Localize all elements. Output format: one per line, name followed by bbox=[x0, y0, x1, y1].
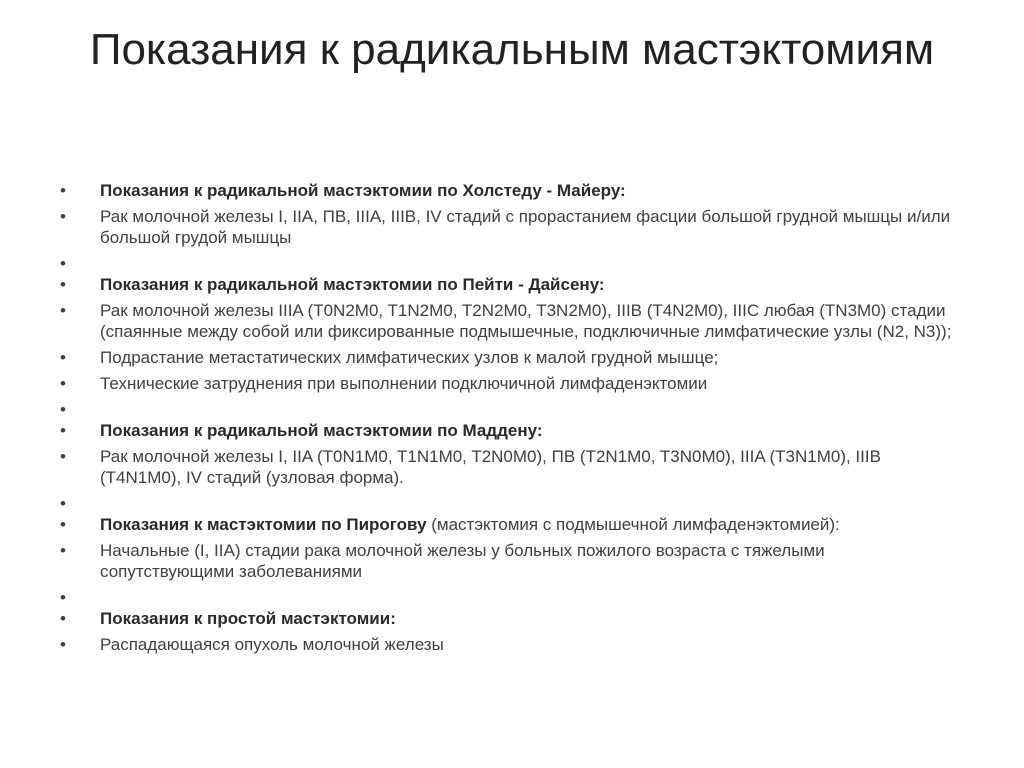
list-item-text: Рак молочной железы I, IIA (T0N1M0, T1N1M0, T2N0M0), ПВ (T2N1M0, T3N0M0), IIIA (T3N1M0), IIIB (T4N1M0), IV стадий (узловая форма). bbox=[100, 447, 881, 487]
list-item bbox=[60, 420, 960, 441]
list-item bbox=[60, 347, 960, 368]
list-item-text: Начальные (I, IIA) стадии рака молочной железы у больных пожилого возраста с тяжелыми сопутствующими заболеваниями bbox=[100, 541, 825, 581]
bullet-icon: • bbox=[60, 541, 66, 560]
bullet-icon: • bbox=[60, 254, 66, 273]
list-item-text: Рак молочной железы IIIA (T0N2M0, T1N2M0, T2N2M0, T3N2M0), IIIB (T4N2M0), IIIC любая (TN3M0) стадии (спаянные между собой или фиксированные подмышечные, подключичные лимфатические узлы (N2, N3)); bbox=[100, 301, 952, 341]
bullet-icon: • bbox=[60, 609, 66, 628]
bullet-icon: • bbox=[60, 181, 66, 200]
bullet-icon: • bbox=[60, 207, 66, 226]
bullet-icon: • bbox=[60, 400, 66, 419]
bullet-list bbox=[60, 180, 960, 660]
list-item-heading: Показания к мастэктомии по Пирогову bbox=[100, 515, 427, 534]
list-item bbox=[60, 373, 960, 394]
list-item-heading: Показания к радикальной мастэктомии по Маддену: bbox=[100, 421, 543, 440]
bullet-icon: • bbox=[60, 421, 66, 440]
list-item-text: Рак молочной железы I, IIA, ПВ, IIIA, IIIB, IV стадий с прорастанием фасции большой грудной мышцы и/или большой грудой мышцы bbox=[100, 207, 951, 247]
bullet-icon: • bbox=[60, 301, 66, 320]
list-item bbox=[60, 587, 960, 608]
list-item bbox=[60, 608, 960, 629]
bullet-icon: • bbox=[60, 374, 66, 393]
list-item bbox=[60, 253, 960, 274]
list-item-heading: Показания к радикальной мастэктомии по Холстеду - Майеру: bbox=[100, 181, 626, 200]
bullet-icon: • bbox=[60, 588, 66, 607]
list-item bbox=[60, 300, 960, 342]
slide-title: Показания к радикальным мастэктомиям bbox=[89, 25, 935, 74]
list-item bbox=[60, 180, 960, 201]
list-item-heading: Показания к радикальной мастэктомии по Пейти - Дайсену: bbox=[100, 275, 605, 294]
list-item bbox=[60, 634, 960, 655]
list-item-text: Подрастание метастатических лимфатических узлов к малой грудной мышце; bbox=[100, 348, 719, 367]
bullet-icon: • bbox=[60, 348, 66, 367]
list-item-text: Распадающаяся опухоль молочной железы bbox=[100, 635, 444, 654]
list-item bbox=[60, 514, 960, 535]
list-item bbox=[60, 446, 960, 488]
bullet-icon: • bbox=[60, 635, 66, 654]
bullet-icon: • bbox=[60, 275, 66, 294]
list-item bbox=[60, 399, 960, 420]
list-item-text: (мастэктомия с подмышечной лимфаденэктомией): bbox=[426, 515, 840, 534]
bullet-icon: • bbox=[60, 447, 66, 466]
list-item bbox=[60, 274, 960, 295]
list-item bbox=[60, 540, 960, 582]
list-item-heading: Показания к простой мастэктомии: bbox=[100, 609, 396, 628]
bullet-icon: • bbox=[60, 515, 66, 534]
list-item-text: Технические затруднения при выполнении подключичной лимфаденэктомии bbox=[100, 374, 708, 393]
list-item bbox=[60, 206, 960, 248]
list-item bbox=[60, 493, 960, 514]
bullet-icon: • bbox=[60, 494, 66, 513]
